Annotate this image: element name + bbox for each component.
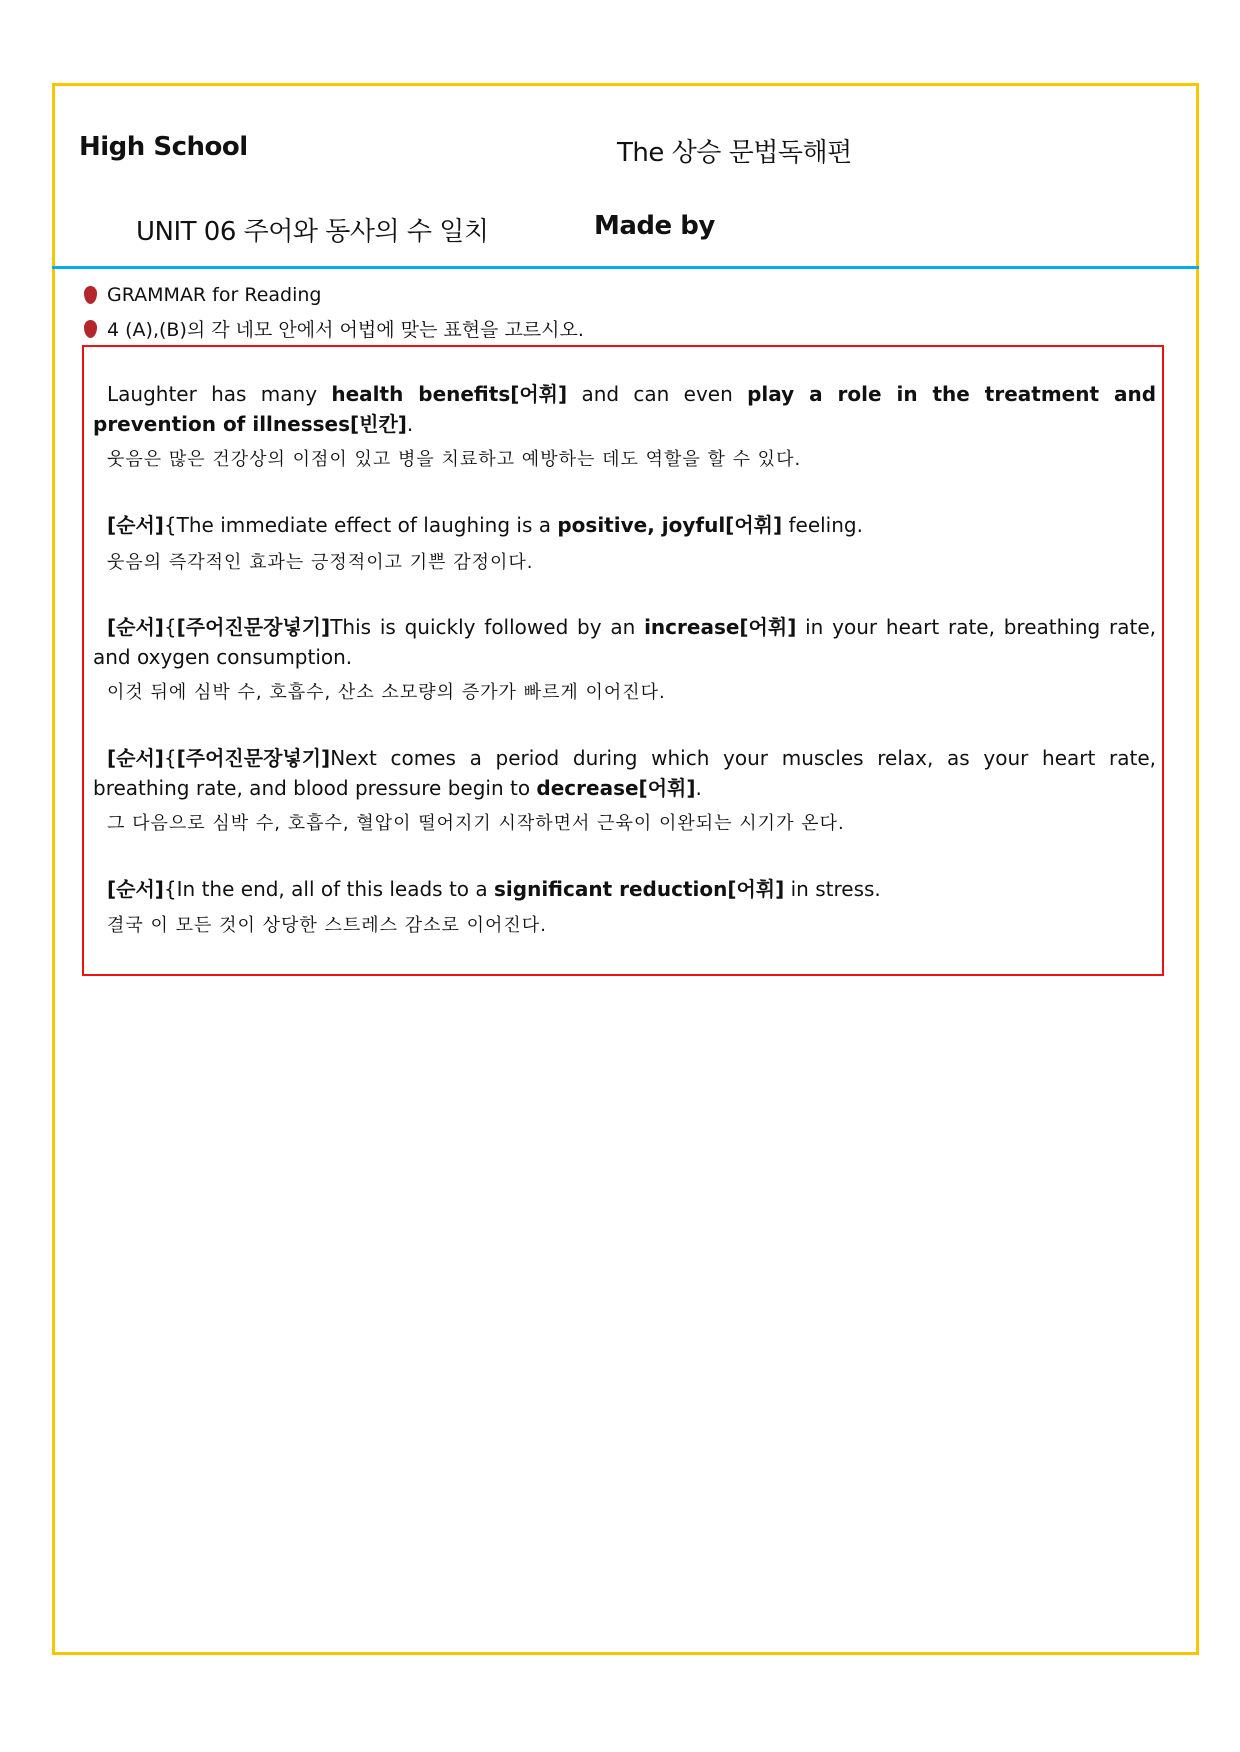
sentence-text: feeling. (782, 513, 863, 537)
sentence-text: and can even (567, 382, 748, 406)
passage-sentence (93, 874, 1156, 904)
sentence-text: {In the end, all of this leads to a (163, 877, 494, 901)
sentence-text: in your heart rate, breathing rate, and oxygen consumption. (93, 615, 1156, 669)
header-divider (52, 266, 1199, 269)
translation: 그 다음으로 심박 수, 호흡수, 혈압이 떨어지기 시작하면서 근육이 이완되는 시기가 온다. (107, 813, 845, 834)
passage-sentence (93, 612, 1156, 672)
highlighted-phrase: decrease[어휘] (536, 776, 696, 800)
bullet-icon (84, 320, 97, 338)
translation: 웃음은 많은 건강상의 이점이 있고 병을 치료하고 예방하는 데도 역할을 할 수 있다. (107, 449, 802, 470)
sentence-text: . (695, 776, 702, 800)
highlighted-phrase: [순서] (107, 746, 164, 770)
instruction (84, 315, 584, 342)
school-label: High School (79, 132, 248, 162)
translation: 이것 뒤에 심박 수, 호흡수, 산소 소모량의 증가가 빠르게 이어진다. (107, 682, 666, 703)
section-heading (84, 284, 321, 306)
instruction-label: 4 (A),(B)의 각 네모 안에서 어법에 맞는 표현을 고르시오. (107, 319, 584, 341)
passage-sentence (93, 379, 1156, 439)
highlighted-phrase: increase[어휘] (644, 615, 797, 639)
translation: 결국 이 모든 것이 상당한 스트레스 감소로 이어진다. (107, 915, 547, 936)
sentence-text: in stress. (784, 877, 881, 901)
section-label: GRAMMAR for Reading (107, 284, 322, 306)
highlighted-phrase: [순서] (107, 615, 164, 639)
passage-sentence (93, 743, 1156, 803)
highlighted-phrase: significant reduction[어휘] (494, 877, 785, 901)
highlighted-phrase: health benefits[어휘] (331, 382, 568, 406)
highlighted-phrase: [주어진문장넣기] (176, 615, 331, 639)
highlighted-phrase: [순서] (107, 513, 164, 537)
sentence-text: . (406, 412, 414, 436)
sentence-text: Laughter has many (107, 382, 332, 406)
book-title: The 상승 문법독해편 (617, 138, 852, 168)
sentence-text: {The immediate effect of laughing is a (163, 513, 558, 537)
sentence-text: Next comes a period during which your muscles relax, as your heart rate, breathing rate, and blood pressure begin to (93, 746, 1156, 800)
highlighted-phrase: positive, joyful[어휘] (557, 513, 783, 537)
highlighted-phrase: [순서] (107, 877, 164, 901)
passage-sentence (93, 510, 1156, 540)
bullet-icon (84, 286, 97, 304)
sentence-text: This is quickly followed by an (330, 615, 645, 639)
unit-title: UNIT 06 주어와 동사의 수 일치 (136, 217, 489, 247)
sentence-text: { (163, 615, 177, 639)
made-by-label: Made by (594, 211, 715, 241)
sentence-text: { (163, 746, 177, 770)
highlighted-phrase: play a role in the treatment and prevention of illnesses[빈칸] (93, 382, 1157, 436)
highlighted-phrase: [주어진문장넣기] (176, 746, 331, 770)
translation: 웃음의 즉각적인 효과는 긍정적이고 기쁜 감정이다. (107, 552, 534, 573)
